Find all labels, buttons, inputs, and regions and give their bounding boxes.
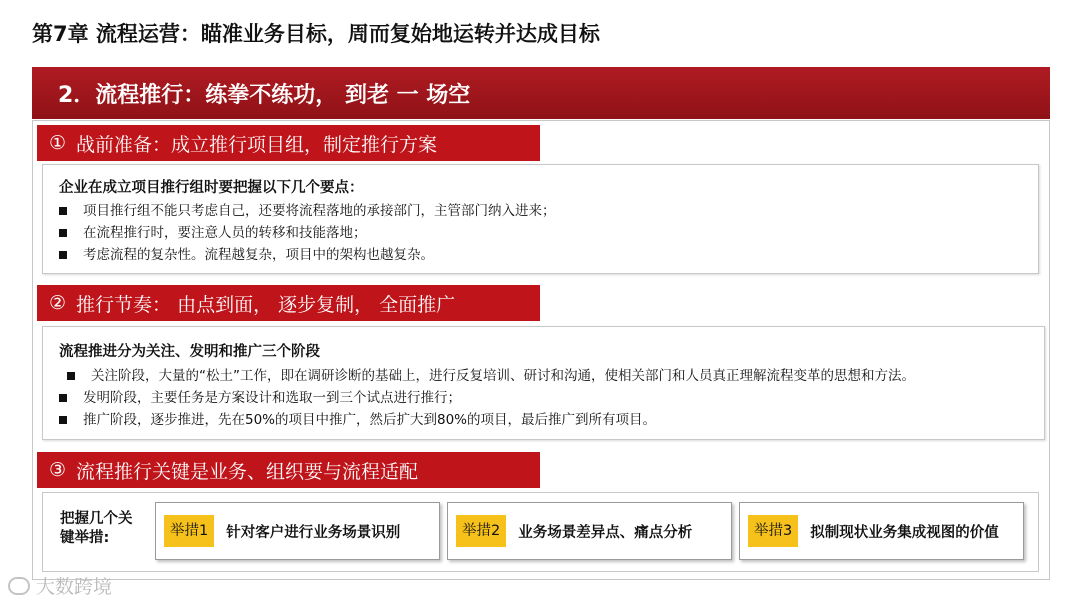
list-item: 推广阶段，逐步推进，先在50%的项目中推广，然后扩大到80%的项目，最后推广到所有项目。 — [59, 409, 915, 431]
list-item: 关注阶段，大量的“松土”工作，即在调研诊断的基础上，进行反复培训、研讨和沟通，使相关部门和人员真正理解流程变革的思想和方法。 — [67, 365, 915, 387]
list-item: 项目推行组不能只考虑自己，还要将流程落地的承接部门，主管部门纳入进来； — [59, 200, 556, 222]
square-bullet-icon — [59, 229, 67, 237]
section2-box — [42, 326, 1045, 440]
watermark-text: 大数跨境 — [36, 576, 113, 598]
section1-box — [42, 164, 1039, 274]
section2-bullet-list — [67, 365, 915, 431]
list-item: 在流程推行时，要注意人员的转移和技能落地； — [59, 222, 556, 244]
measure-card-2 — [447, 502, 732, 560]
watermark — [8, 572, 112, 599]
section3-header — [37, 452, 540, 488]
section1-heading: 企业在成立项目推行组时要把握以下几个要点： — [59, 180, 364, 196]
list-item: 考虑流程的复杂性。流程越复杂，项目中的架构也越复杂。 — [59, 244, 556, 266]
measure-tag: 举措1 — [164, 515, 214, 547]
main-banner-text: 2．流程推行：练拳不练功， 到老 一 场空 — [58, 82, 471, 108]
section1-number: ① — [49, 132, 67, 154]
section3-number: ③ — [49, 459, 67, 481]
measure-card-1 — [155, 502, 440, 560]
measure-text: 拟制现状业务集成视图的价值 — [810, 524, 999, 541]
section2-number: ② — [49, 292, 67, 314]
watermark-logo-icon — [8, 577, 30, 595]
square-bullet-icon — [67, 372, 75, 380]
measure-tag: 举措3 — [748, 515, 798, 547]
square-bullet-icon — [59, 394, 67, 402]
list-item: 发明阶段，主要任务是方案设计和选取一到三个试点进行推行； — [59, 387, 915, 409]
section3-title: 流程推行关键是业务、组织要与流程适配 — [76, 460, 419, 483]
page-title: 第7章 流程运营：瞄准业务目标，周而复始地运转并达成目标 — [32, 22, 600, 46]
section2-heading: 流程推进分为关注、发明和推广三个阶段 — [59, 344, 320, 360]
section2-header — [37, 285, 540, 321]
section1-bullet-list — [59, 200, 556, 266]
section2-title: 推行节奏： 由点到面， 逐步复制， 全面推广 — [76, 293, 456, 316]
measure-text: 针对客户进行业务场景识别 — [226, 524, 401, 541]
square-bullet-icon — [59, 251, 67, 259]
square-bullet-icon — [59, 207, 67, 215]
main-banner — [32, 67, 1050, 119]
square-bullet-icon — [59, 416, 67, 424]
section1-header — [37, 125, 540, 161]
section1-title: 战前准备：成立推行项目组，制定推行方案 — [76, 133, 438, 156]
key-measures-label: 把握几个关键举措: — [60, 511, 133, 546]
measure-tag: 举措2 — [456, 515, 506, 547]
measure-text: 业务场景差异点、痛点分析 — [518, 524, 693, 541]
measure-card-3 — [739, 502, 1024, 560]
